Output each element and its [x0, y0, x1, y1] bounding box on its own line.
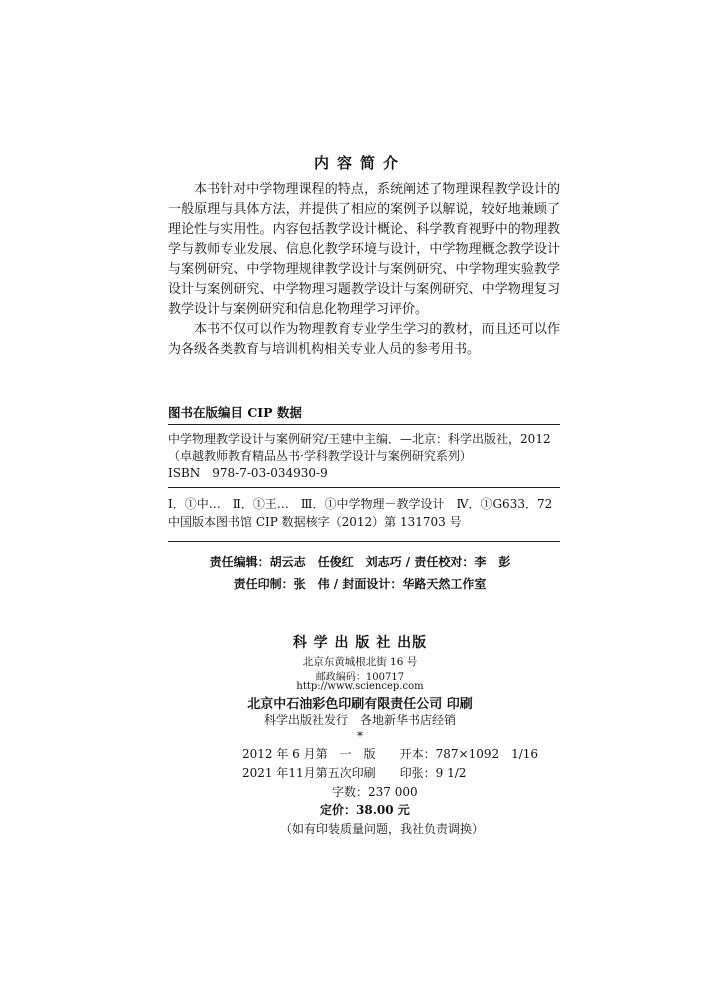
cip-top-rule: [168, 424, 560, 425]
separator-star: *: [357, 729, 363, 743]
publisher-zip: 邮政编码：100717: [315, 672, 405, 683]
intro-title: 内容简介: [313, 154, 406, 172]
cip-isbn-line: ISBN 978-7-03-034930-9: [168, 466, 328, 480]
word-count: 字数：237 000: [332, 785, 418, 799]
cip-title-line: 中学物理教学设计与案例研究/王建中主编．—北京：科学出版社，2012: [168, 432, 551, 446]
cip-bottom-rule: [168, 541, 560, 542]
publisher-address: 北京东黄城根北街 16 号: [302, 656, 418, 668]
publisher-name: 科 学 出 版 社 出版: [292, 635, 428, 651]
quality-note: （如有印装质量问题，我社负责调换）: [280, 822, 485, 836]
printing-line: 2021 年11月第五次印刷 印张：9 1/2: [242, 766, 467, 780]
cip-series-line: （卓越教师教育精品丛书·学科教学设计与案例研究系列）: [168, 449, 472, 463]
intro-body: [168, 180, 560, 360]
cip-record-line: 中国版本图书馆 CIP 数据核字（2012）第 131703 号: [168, 515, 462, 529]
price: 定价：38.00 元: [320, 803, 410, 817]
distribution-line: 科学出版社发行 各地新华书店经销: [263, 713, 456, 727]
intro-paragraph-2: 本书不仅可以作为物理教育专业学生学习的教材，而且还可以作为各级各类教育与培训机构相关专业人员的参考用书。: [168, 322, 560, 357]
production-credits: 责任印制：张 伟 / 封面设计：华路天然工作室: [233, 577, 487, 591]
publisher-url: http://www.sciencep.com: [296, 681, 424, 692]
cip-classification-line: Ⅰ．①中… Ⅱ．①王… Ⅲ．①中学物理－教学设计 Ⅳ．①G633．72: [168, 497, 553, 511]
intro-paragraph-1: 本书针对中学物理课程的特点，系统阐述了物理课程教学设计的一般原理与具体方法，并提供了相应的案例予以解说，较好地兼顾了理论性与实用性。内容包括教学设计概论、科学教育视野中的物理教学与教师专业发展、信息化教学环境与设计，中学物理概念教学设计与案例研究、中学物理规律教学设计与案例研究、中学物理实验教学设计与案例研究、中学物理习题教学设计与案例研究、中学物理复习教学设计与案例研究和信息化物理学习评价。: [168, 182, 560, 317]
cip-heading: 图书在版编目 CIP 数据: [168, 405, 302, 420]
edition-line: 2012 年 6 月第 一 版 开本：787×1092 1/16: [242, 747, 539, 761]
editor-credits: 责任编辑：胡云志 任俊红 刘志巧 / 责任校对：李 彭: [209, 555, 511, 569]
printer-name: 北京中石油彩色印刷有限责任公司 印刷: [247, 697, 473, 712]
cip-middle-rule: [168, 487, 560, 488]
